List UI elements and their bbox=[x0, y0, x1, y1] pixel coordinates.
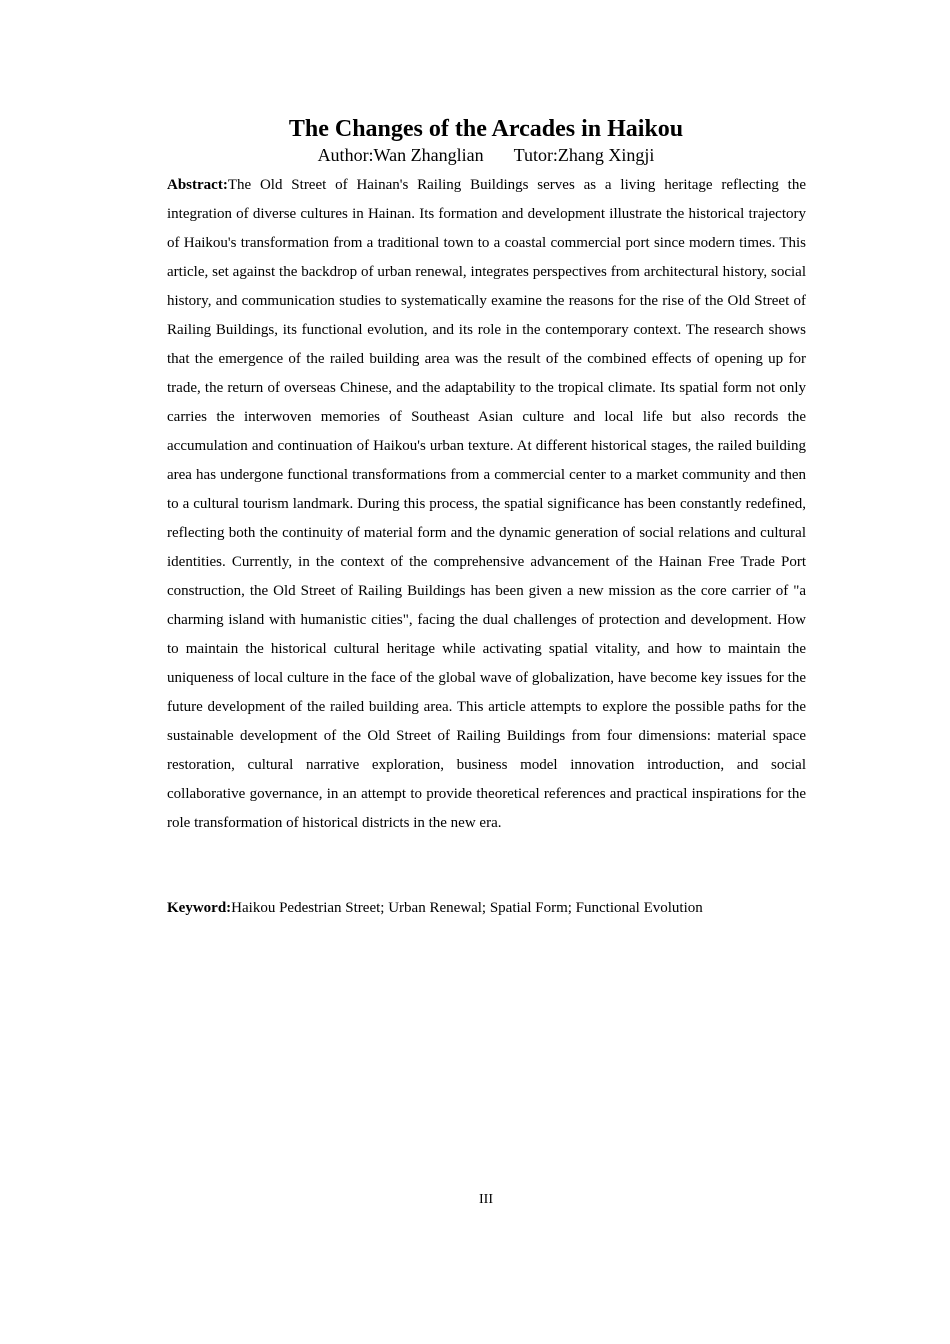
tutor-name: Tutor:Zhang Xingji bbox=[513, 145, 655, 165]
keywords-line bbox=[167, 894, 817, 923]
keywords-label: Keyword: bbox=[167, 900, 232, 916]
author-name: Author:Wan Zhanglian bbox=[317, 145, 484, 165]
keywords-text: Haikou Pedestrian Street; Urban Renewal; Spatial Form; Functional Evolution bbox=[231, 900, 703, 916]
abstract-text: The Old Street of Hainan's Railing Buildings serves as a living heritage reflecting the integration of diverse cultures in Hainan. Its formation and development illustrate the historical trajectory of Haikou's transformation from a traditional town to a coastal commercial port since modern times. This article, set against the backdrop of urban renewal, integrates perspectives from architectural history, social history, and communication studies to systematically examine the reasons for the rise of the Old Street of Railing Buildings, its functional evolution, and its role in the contemporary context. The research shows that the emergence of the railed building area was the result of the combined effects of opening up for trade, the return of overseas Chinese, and the adaptability to the tropical climate. Its spatial form not only carries the interwoven memories of Southeast Asian culture and local life but also records the accumulation and continuation of Haikou's urban texture. At different historical stages, the railed building area has undergone functional transformations from a commercial center to a market community and then to a cultural tourism landmark. During this process, the spatial significance has been constantly redefined, reflecting both the continuity of material form and the dynamic generation of social relations and cultural identities. Currently, in the context of the comprehensive advancement of the Hainan Free Trade Port construction, the Old Street of Railing Buildings has been given a new mission as the core carrier of "a charming island with humanistic cities", facing the dual challenges of protection and development. How to maintain the historical cultural heritage while activating spatial vitality, and how to maintain the uniqueness of local culture in the face of the global wave of globalization, have become key issues for the future development of the railed building area. This article attempts to explore the possible paths for the sustainable development of the Old Street of Railing Buildings from four dimensions: material space restoration, cultural narrative exploration, business model innovation introduction, and social collaborative governance, in an attempt to provide theoretical references and practical inspirations for the role transformation of historical districts in the new era. bbox=[167, 177, 806, 831]
abstract-label: Abstract: bbox=[167, 177, 228, 193]
abstract-paragraph bbox=[167, 171, 806, 838]
byline bbox=[0, 143, 950, 167]
page-number: III bbox=[479, 1192, 493, 1207]
paper-title: The Changes of the Arcades in Haikou bbox=[288, 116, 684, 142]
